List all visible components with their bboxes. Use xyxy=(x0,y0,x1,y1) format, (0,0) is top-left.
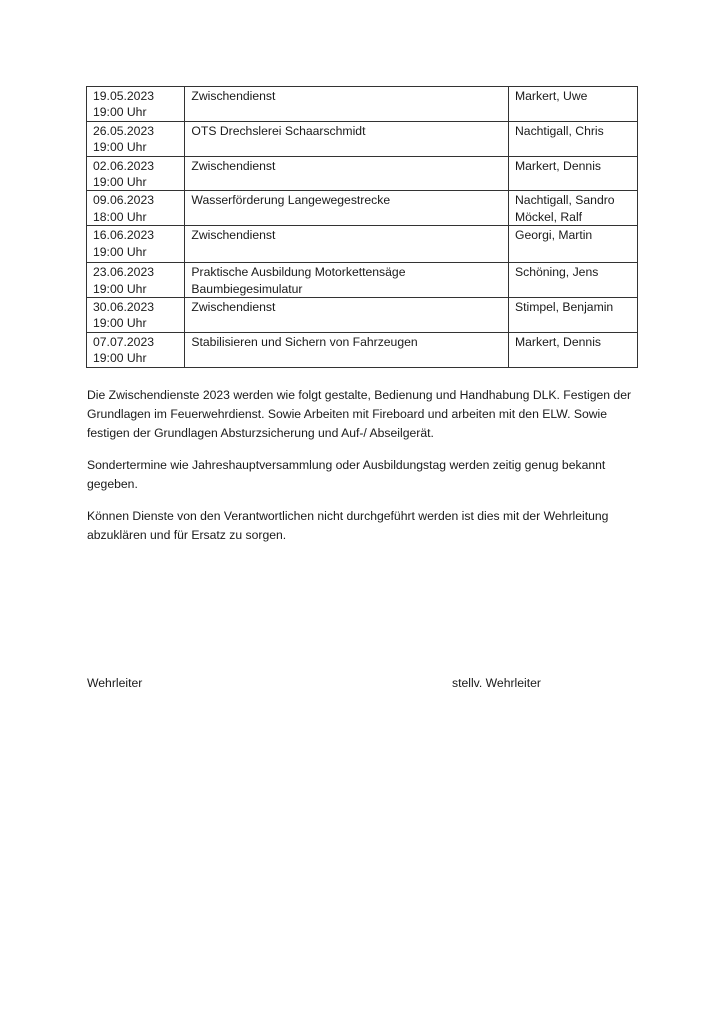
responsible-text: Georgi, Martin xyxy=(514,228,593,243)
signature-wehrleiter: Wehrleiter xyxy=(87,676,143,690)
responsible-text: Markert, Dennis xyxy=(514,158,601,173)
responsible-cell xyxy=(508,121,637,156)
table-row xyxy=(87,121,638,156)
responsible-text: Markert, Dennis xyxy=(514,334,601,349)
notes-section xyxy=(87,386,647,558)
table-row xyxy=(87,298,638,333)
responsible-cell xyxy=(508,332,637,367)
responsible-text: Schöning, Jens xyxy=(514,265,599,280)
date-cell xyxy=(87,263,185,298)
schedule-table-body xyxy=(87,87,638,368)
date-cell xyxy=(87,226,185,263)
responsible-cell xyxy=(508,298,637,333)
signature-stellv-wehrleiter: stellv. Wehrleiter xyxy=(452,676,541,690)
responsible-cell xyxy=(508,87,637,122)
topic-text: Praktische Ausbildung Motorkettensäge xyxy=(191,265,406,280)
date-cell xyxy=(87,156,185,191)
table-row xyxy=(87,226,638,263)
topic-text: Stabilisieren und Sichern von Fahrzeugen xyxy=(191,334,418,349)
topic-cell xyxy=(185,226,509,263)
date-cell xyxy=(87,298,185,333)
topic-text: Zwischendienst xyxy=(191,228,276,243)
table-row xyxy=(87,263,638,298)
responsible-text: Markert, Uwe xyxy=(514,89,588,103)
responsible-cell xyxy=(508,263,637,298)
date-text: 07.07.2023 xyxy=(93,334,154,349)
time-text: 19:00 Uhr xyxy=(93,316,147,331)
table-row xyxy=(87,191,638,226)
date-cell xyxy=(87,87,185,122)
time-text: 19:00 Uhr xyxy=(93,351,147,366)
responsible-text: Stimpel, Benjamin xyxy=(514,300,614,315)
responsible-text: Nachtigall, Sandro xyxy=(514,193,615,208)
date-text: 26.05.2023 xyxy=(93,123,154,138)
topic-text: Wasserförderung Langewegestrecke xyxy=(191,193,391,208)
topic-cell xyxy=(185,121,509,156)
time-text: 19:00 Uhr xyxy=(93,175,147,190)
time-text: 19:00 Uhr xyxy=(93,244,147,259)
notes-paragraph-substitution: Können Dienste von den Verantwortlichen nicht durchgeführt werden ist dies mit der Wehrleitung abzuklären und für Ersatz zu sorgen. xyxy=(87,509,609,542)
table-row xyxy=(87,87,638,122)
topic-cell xyxy=(185,298,509,333)
topic-cell xyxy=(185,191,509,226)
notes-paragraph-intro: Die Zwischendienste 2023 werden wie folgt gestalte, Bedienung und Handhabung DLK. Festigen der Grundlagen im Feuerwehrdienst. Sowie Arbeiten mit Fireboard und arbeiten mit den ELW. Sowie festigen der Grundlagen Absturzsicherung und Auf-/ Abseilgerät. xyxy=(87,388,632,440)
date-text: 19.05.2023 xyxy=(93,89,154,103)
topic-text: Zwischendienst xyxy=(191,89,276,103)
topic-text: Baumbiegesimulatur xyxy=(191,281,303,296)
responsible-cell xyxy=(508,191,637,226)
topic-cell xyxy=(185,263,509,298)
topic-cell xyxy=(185,156,509,191)
schedule-table xyxy=(86,86,638,368)
topic-cell xyxy=(185,332,509,367)
date-text: 16.06.2023 xyxy=(93,228,154,243)
date-text: 09.06.2023 xyxy=(93,193,154,208)
table-row xyxy=(87,156,638,191)
time-text: 19:00 Uhr xyxy=(93,105,147,120)
date-text: 02.06.2023 xyxy=(93,158,154,173)
responsible-text: Möckel, Ralf xyxy=(514,209,583,224)
date-cell xyxy=(87,121,185,156)
topic-text: Zwischendienst xyxy=(191,300,276,315)
table-row xyxy=(87,332,638,367)
responsible-cell xyxy=(508,226,637,263)
date-cell xyxy=(87,332,185,367)
date-text: 23.06.2023 xyxy=(93,265,154,280)
notes-paragraph-special-dates: Sondertermine wie Jahreshauptversammlung oder Ausbildungstag werden zeitig genug bekannt gegeben. xyxy=(87,458,606,491)
time-text: 19:00 Uhr xyxy=(93,281,147,296)
responsible-text: Nachtigall, Chris xyxy=(514,123,604,138)
topic-text: Zwischendienst xyxy=(191,158,276,173)
topic-cell xyxy=(185,87,509,122)
time-text: 18:00 Uhr xyxy=(93,209,147,224)
topic-text: OTS Drechslerei Schaarschmidt xyxy=(191,123,366,138)
time-text: 19:00 Uhr xyxy=(93,140,147,155)
date-cell xyxy=(87,191,185,226)
responsible-cell xyxy=(508,156,637,191)
date-text: 30.06.2023 xyxy=(93,300,154,315)
